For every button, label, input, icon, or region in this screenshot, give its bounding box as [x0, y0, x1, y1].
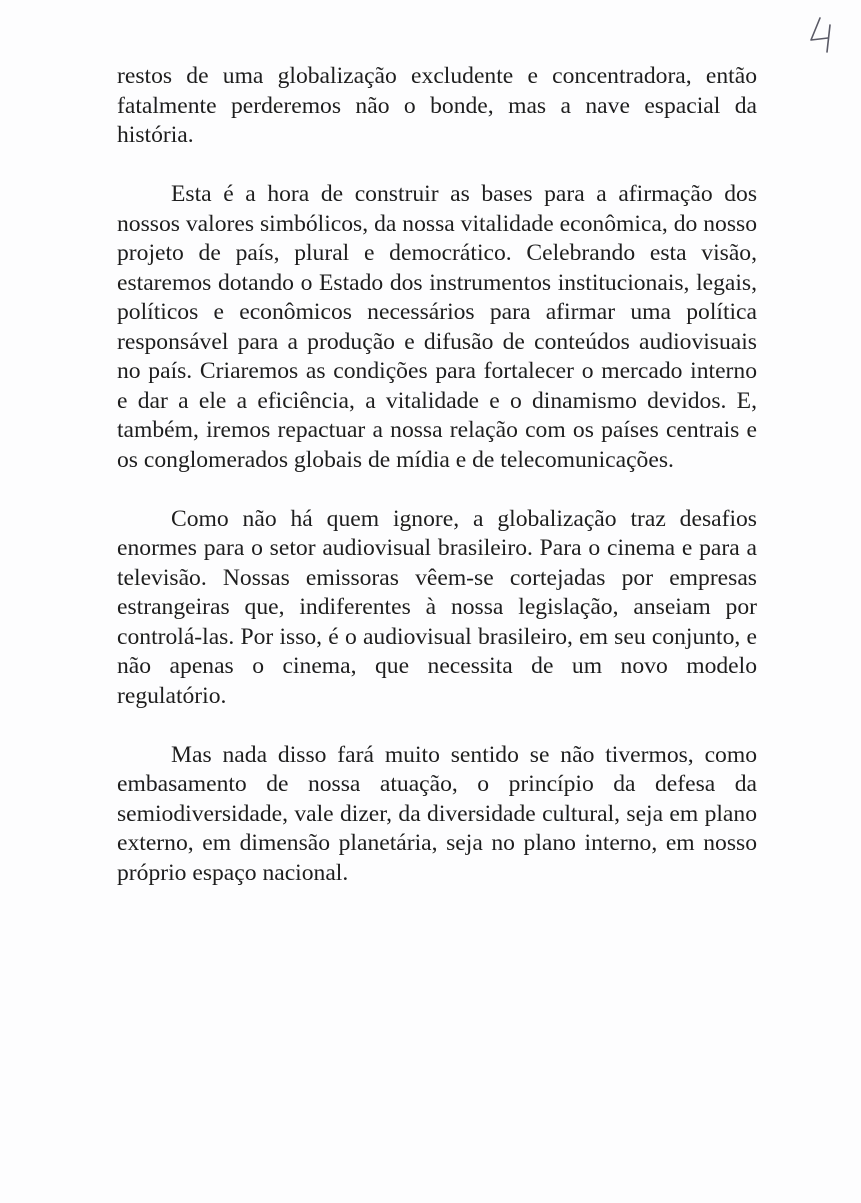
page-number-drawing — [808, 16, 838, 56]
paragraph-4: Mas nada disso fará muito sentido se não tivermos, como embasamento de nossa atuação, o princípio da defesa da semiodiversidade, vale dizer, da diversidade cultural, seja em plano externo, em dimensão planetária, seja no plano interno, em nosso próprio espaço nacional. — [117, 741, 757, 886]
handwritten-page-number — [808, 16, 838, 56]
paragraph-1: restos de uma globalização excludente e concentradora, então fatalmente perderemos não o bonde, mas a nave espacial da história. — [117, 63, 757, 148]
paragraph-3: Como não há quem ignore, a globalização traz desafios enormes para o setor audiovisual brasileiro. Para o cinema e para a televisão. Nossas emissoras vêem-se cortejadas por empresas estrangeiras que, indiferentes à nossa legislação, anseiam por controlá-las. Por isso, é o audiovisual brasileiro, em seu conjunto, e não apenas o cinema, que necessita de um novo modelo regulatório. — [117, 505, 757, 709]
document-body — [117, 62, 757, 888]
paragraph-2: Esta é a hora de construir as bases para a afirmação dos nossos valores simbólicos, da nossa vitalidade econômica, do nosso projeto de país, plural e democrático. Celebrando esta visão, estaremos dotando o Estado dos instrumentos institucionais, legais, políticos e econômicos necessários para afirmar uma política responsável para a produção e difusão de conteúdos audiovisuais no país. Criaremos as condições para fortalecer o mercado interno e dar a ele a eficiência, a vitalidade e o dinamismo devidos. E, também, iremos repactuar a nossa relação com os países centrais e os conglomerados globais de mídia e de telecomunicações. — [117, 181, 757, 473]
